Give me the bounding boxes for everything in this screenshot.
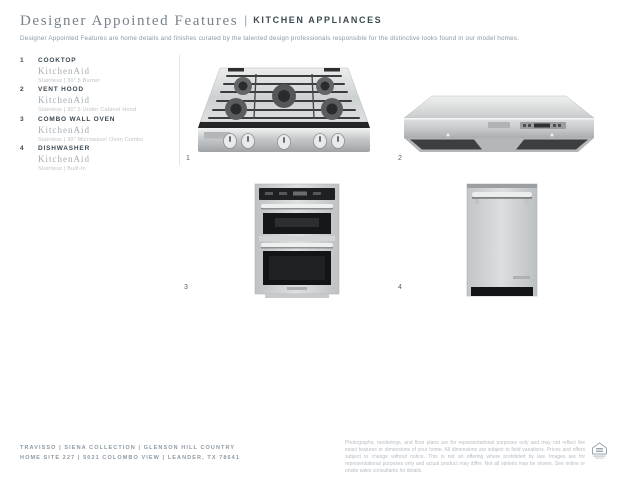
feature-name: COOKTOP — [38, 57, 77, 64]
dishwasher-illustration — [463, 182, 541, 300]
page-header — [20, 12, 580, 43]
feature-brand: KitchenAid — [38, 66, 90, 76]
feature-spec: Stainless | 30" Microwave/ Oven Combo — [38, 136, 144, 143]
feature-body — [38, 116, 170, 143]
feature-number: 3 — [20, 116, 24, 123]
feature-number: 1 — [20, 57, 24, 64]
feature-spec: Stainless | Built-In — [38, 165, 86, 172]
footer-community-line: TRAVISSO | SIENA COLLECTION | GLENSON HILL COUNTRY — [20, 445, 236, 451]
feature-item-combo-wall-oven — [20, 116, 170, 143]
feature-spec: Stainless | 30" 5 Burner — [38, 77, 101, 84]
feature-brand: KitchenAid — [38, 95, 90, 105]
title-row — [20, 12, 580, 30]
vent-hood-image — [402, 92, 598, 163]
feature-brand: KitchenAid — [38, 125, 90, 135]
vent-hood-illustration — [402, 92, 598, 158]
feature-body — [38, 57, 170, 84]
dishwasher-image — [463, 182, 541, 305]
title-divider: | — [244, 13, 248, 27]
feature-name: DISHWASHER — [38, 145, 91, 152]
hood-control-panel — [520, 122, 566, 129]
feature-item-dishwasher — [20, 145, 170, 172]
gallery-number-3: 3 — [184, 284, 188, 291]
gallery-number-4: 4 — [398, 284, 402, 291]
footer-homesite-line: HOME SITE 227 | 5021 COLOMBO VIEW | LEANDER, TX 78641 — [20, 455, 241, 461]
page-category: KITCHEN APPLIANCES — [253, 15, 383, 25]
cooktop-illustration — [196, 62, 372, 160]
vertical-divider — [179, 55, 180, 165]
feature-name: VENT HOOD — [38, 86, 84, 93]
legal-disclaimer: Photographs, renderings, and floor plans are for representational purposes only and may not reflect the exact features or dimensions of your home. All dimensions are subject to field variations. Prices and offers subject to change without notice. This is not an offering where prohibited by law. Images are for representational purposes only and actual product may differ. Not all options may be shown. See online or onsite sales consultants for details. — [345, 440, 585, 474]
gallery-number-2: 2 — [398, 155, 402, 162]
kitchenaid-badge — [488, 122, 510, 128]
kitchenaid-badge — [513, 276, 530, 279]
oven-control-panel — [259, 188, 335, 200]
feature-number: 4 — [20, 145, 24, 152]
intro-text: Designer Appointed Features are home details and finishes curated by the talented design professionals responsible for the distinctive looks found in our model homes. — [20, 35, 520, 42]
combo-wall-oven-image — [253, 182, 341, 305]
feature-body — [38, 86, 170, 113]
kitchenaid-badge — [287, 287, 307, 290]
feature-item-vent-hood — [20, 86, 170, 113]
feature-item-cooktop — [20, 57, 170, 84]
gallery-number-1: 1 — [186, 155, 190, 162]
feature-name: COMBO WALL OVEN — [38, 116, 116, 123]
footer-address-block — [20, 443, 240, 463]
feature-spec: Stainless | 30" 5 Under Cabinet Hood — [38, 106, 137, 113]
equal-housing-icon — [591, 442, 608, 460]
combo-wall-oven-illustration — [253, 182, 341, 300]
cooktop-image — [196, 62, 372, 165]
feature-brand: KitchenAid — [38, 154, 90, 164]
feature-body — [38, 145, 170, 172]
page-title: Designer Appointed Features — [20, 13, 239, 29]
dishwasher-kickplate — [471, 287, 533, 296]
feature-number: 2 — [20, 86, 24, 93]
